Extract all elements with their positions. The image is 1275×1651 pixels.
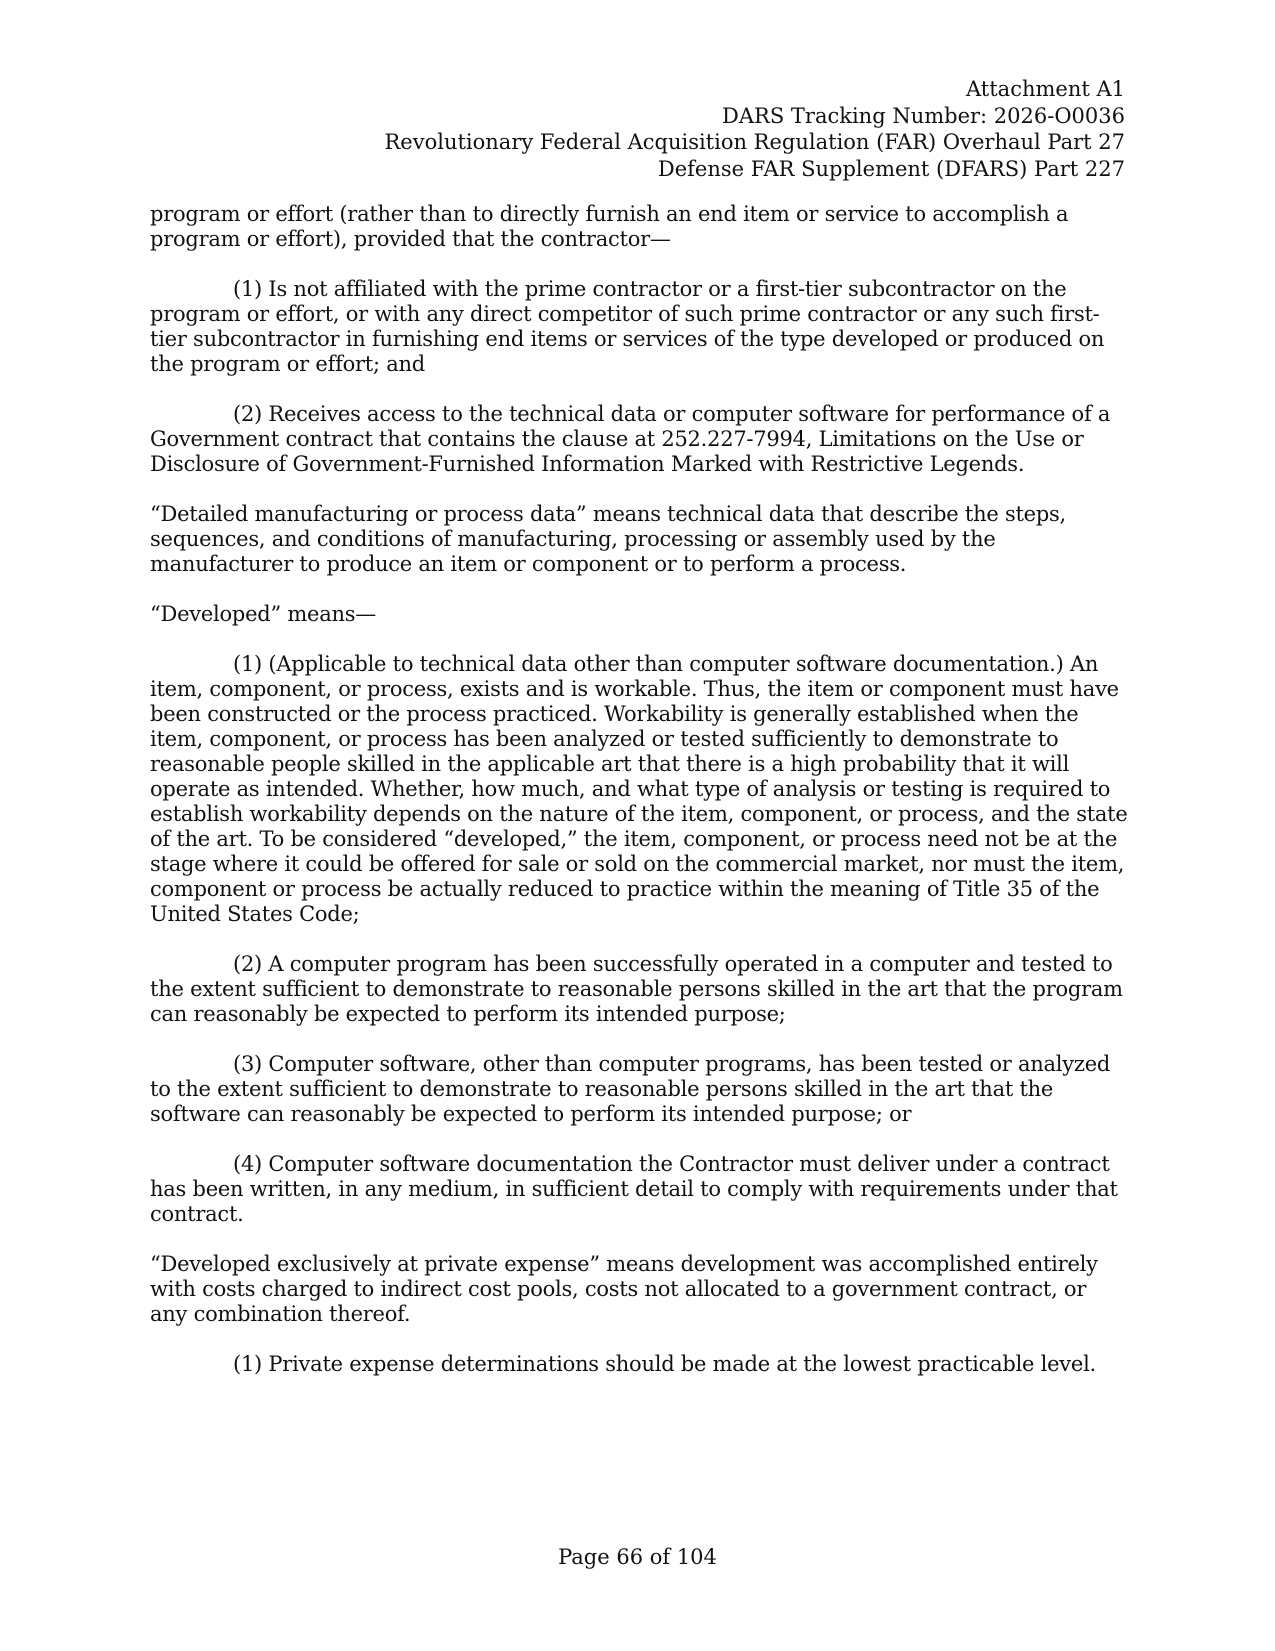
page-header: [385, 76, 1126, 182]
definition-detailed-manufacturing: “Detailed manufacturing or process data” means technical data that describe the steps, sequences, and conditions of manufacturing, processing or assembly used by the manufacturer to produce an item or component or to perform a process.: [150, 502, 1066, 576]
paragraph: (1) (Applicable to technical data other than computer software documentation.) An item, component, or process, exists and is workable. Thus, the item or component must have been constructed or the process practiced. Workability is generally established when the item, component, or process has been analyzed or tested sufficiently to demonstrate to reasonable people skilled in the applicable art that there is a high probability that it will operate as intended. Whether, how much, and what type of analysis or testing is required to establish workability depends on the nature of the item, component, or process, and the state of the art. To be considered “developed,” the item, component, or process need not be at the stage where it could be offered for sale or sold on the commercial market, nor must the item, component or process be actually reduced to practice within the meaning of Title 35 of the United States Code;: [150, 652, 1128, 926]
page-number: Page 66 of 104: [558, 1545, 717, 1569]
paragraph: (1) Is not affiliated with the prime contractor or a first-tier subcontractor on the program or effort, or with any direct competitor of such prime contractor or any such first-tier subcontractor in furnishing end items or services of the type developed or produced on the program or effort; and: [150, 277, 1105, 376]
paragraph: program or effort (rather than to directly furnish an end item or service to accomplish a program or effort), provided that the contractor—: [150, 202, 1069, 251]
definition-developed: “Developed” means—: [150, 602, 377, 626]
definition-developed-exclusively-private: “Developed exclusively at private expense” means development was accomplished entirely with costs charged to indirect cost pools, costs not allocated to a government contract, or any combination thereof.: [150, 1252, 1098, 1326]
tracking-number: DARS Tracking Number: 2026-O0036: [722, 103, 1125, 128]
paragraph: (3) Computer software, other than computer programs, has been tested or analyzed to the extent sufficient to demonstrate to reasonable persons skilled in the art that the software can reasonably be expected to perform its intended purpose; or: [150, 1052, 1111, 1126]
far-title: Revolutionary Federal Acquisition Regulation (FAR) Overhaul Part 27: [384, 130, 1125, 154]
paragraph: (4) Computer software documentation the Contractor must deliver under a contract has been written, in any medium, in sufficient detail to comply with requirements under that contract.: [150, 1152, 1118, 1226]
paragraph: (1) Private expense determinations should be made at the lowest practicable level.: [233, 1352, 1096, 1376]
attachment-label: Attachment A1: [966, 77, 1125, 101]
paragraph: (2) A computer program has been successfully operated in a computer and tested to the extent sufficient to demonstrate to reasonable persons skilled in the art that the program can reasonably be expected to perform its intended purpose;: [150, 952, 1123, 1026]
dfars-title: Defense FAR Supplement (DFARS) Part 227: [657, 156, 1125, 181]
document-body: [150, 202, 1128, 1402]
paragraph: (2) Receives access to the technical data or computer software for performance of a Government contract that contains the clause at 252.227-7994, Limitations on the Use or Disclosure of Government-Furnished Information Marked with Restrictive Legends.: [150, 402, 1111, 476]
